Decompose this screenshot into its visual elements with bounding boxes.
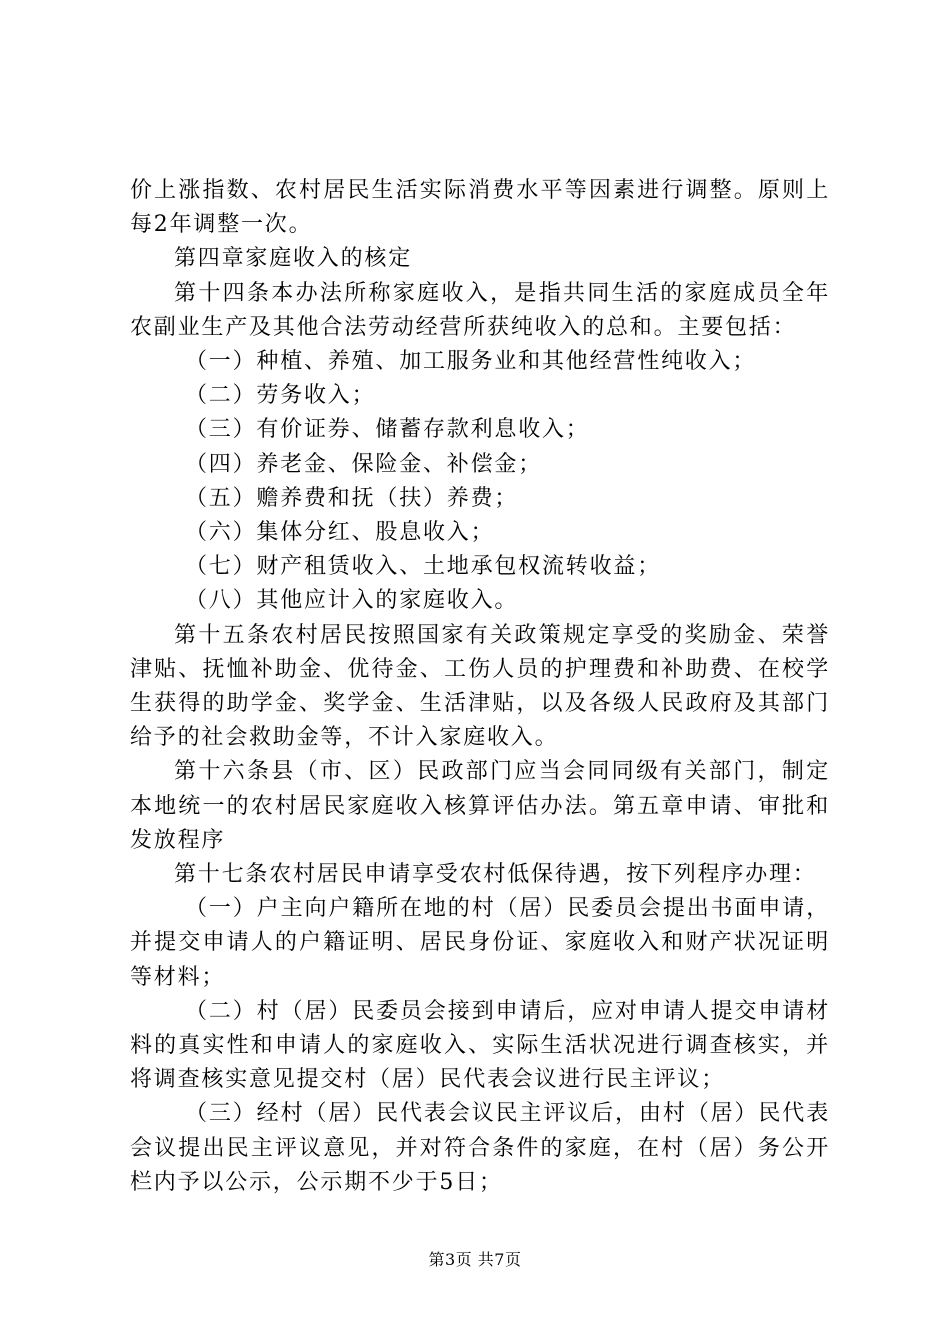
page-number: 第3页 共7页 [428, 1250, 522, 1269]
document-body [130, 174, 830, 1200]
paragraph: 第十五条农村居民按照国家有关政策规定享受的奖励金、荣誉津贴、抚恤补助金、优待金、工伤人员的护理费和补助费、在校学生获得的助学金、奖学金、生活津贴，以及各级人民政府及其部门给予的社会救助金等，不计入家庭收入。 [130, 622, 830, 751]
list-item: （一）户主向户籍所在地的村（居）民委员会提出书面申请，并提交申请人的户籍证明、居民身份证、家庭收入和财产状况证明等材料； [130, 896, 830, 990]
paragraph: 第十六条县（市、区）民政部门应当会同同级有关部门，制定本地统一的农村居民家庭收入核算评估办法。第五章申请、审批和发放程序 [130, 759, 830, 853]
list-item: （五）赡养费和抚（扶）养费； [185, 485, 519, 511]
paragraph: 第十七条农村居民申请享受农村低保待遇，按下列程序办理： [174, 862, 817, 888]
list-item: （三）有价证券、储蓄存款利息收入； [185, 417, 590, 443]
list-item: （八）其他应计入的家庭收入。 [185, 588, 519, 614]
paragraph: 价上涨指数、农村居民生活实际消费水平等因素进行调整。原则上每2年调整一次。 [130, 178, 830, 238]
list-item: （一）种植、养殖、加工服务业和其他经营性纯收入； [185, 349, 757, 375]
list-item: （七）财产租赁收入、土地承包权流转收益； [185, 554, 662, 580]
list-item: （二）劳务收入； [185, 383, 376, 409]
paragraph: 第十四条本办法所称家庭收入，是指共同生活的家庭成员全年农副业生产及其他合法劳动经营所获纯收入的总和。主要包括： [130, 280, 830, 340]
list-item: （六）集体分红、股息收入； [185, 520, 495, 546]
page-footer [0, 1247, 950, 1270]
chapter-heading: 第四章家庭收入的核定 [174, 246, 413, 272]
list-item: （四）养老金、保险金、补偿金； [185, 451, 543, 477]
list-item: （二）村（居）民委员会接到申请后，应对申请人提交申请材料的真实性和申请人的家庭收入、实际生活状况进行调查核实，并将调查核实意见提交村（居）民代表会议进行民主评议； [130, 998, 830, 1093]
list-item: （三）经村（居）民代表会议民主评议后，由村（居）民代表会议提出民主评议意见，并对符合条件的家庭，在村（居）务公开栏内予以公示，公示期不少于5日； [130, 1101, 830, 1195]
